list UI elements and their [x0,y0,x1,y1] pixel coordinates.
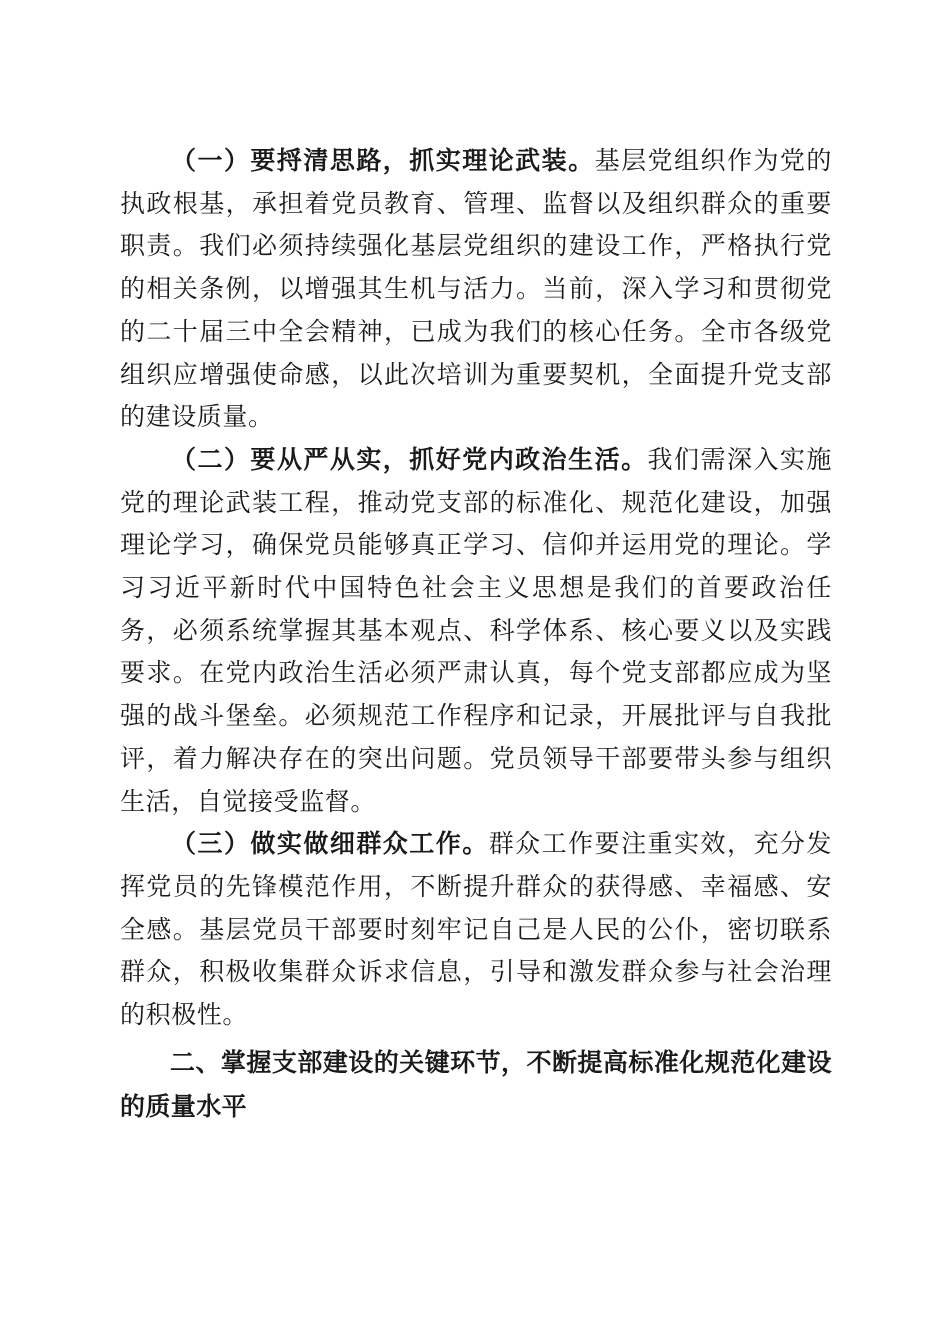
paragraph-2-lead: （二）要从严从实，抓好党内政治生活。 [171,444,648,474]
paragraph-1 [120,140,832,439]
paragraph-1-body: 基层党组织作为党的执政根基，承担着党员教育、管理、监督以及组织群众的重要职责。我们必须持续强化基层党组织的建设工作，严格执行党的相关条例，以增强其生机与活力。当前，深入学习和贯彻党的二十届三中全会精神，已成为我们的核心任务。全市各级党组织应增强使命感，以此次培训为重要契机，全面提升党支部的建设质量。 [120,146,832,432]
paragraph-2-body: 我们需深入实施党的理论武装工程，推动党支部的标准化、规范化建设，加强理论学习，确保党员能够真正学习、信仰并运用党的理论。学习习近平新时代中国特色社会主义思想是我们的首要政治任务，必须系统掌握其基本观点、科学体系、核心要义以及实践要求。在党内政治生活必须严肃认真，每个党支部都应成为坚强的战斗堡垒。必须规范工作程序和记录，开展批评与自我批评，着力解决存在的突出问题。党员领导干部要带头参与组织生活，自觉接受监督。 [120,444,832,816]
paragraph-2 [120,439,832,823]
paragraph-3-body: 群众工作要注重实效，充分发挥党员的先锋模范作用，不断提升群众的获得感、幸福感、安全感。基层党员干部要时刻牢记自己是人民的公仆，密切联系群众，积极收集群众诉求信息，引导和激发群众参与社会治理的积极性。 [120,829,832,1030]
document-page [120,140,832,1129]
paragraph-1-lead: （一）要捋清思路，抓实理论武装。 [171,146,595,175]
paragraph-3-lead: （三）做实做细群众工作。 [171,829,489,859]
section-heading: 二、掌握支部建设的关键环节，不断提高标准化规范化建设的质量水平 [120,1047,832,1121]
paragraph-3 [120,823,832,1037]
